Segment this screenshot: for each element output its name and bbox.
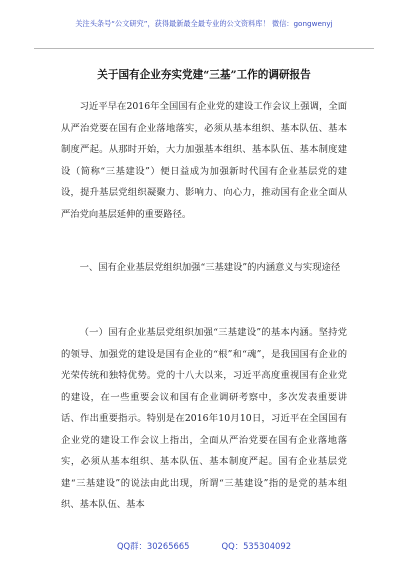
paragraph-basic-meaning bbox=[61, 322, 347, 516]
document-title: 关于国有企业夯实党建“三基”工作的调研报告 bbox=[97, 69, 311, 81]
header-divider bbox=[34, 48, 374, 49]
qq-number: QQ：535304092 bbox=[221, 541, 292, 551]
footer-contact bbox=[0, 540, 408, 552]
section-heading bbox=[61, 257, 347, 279]
qq-group-number: QQ群：30265665 bbox=[116, 541, 190, 551]
section-heading-text: 一、国有企业基层党组织加强“三基建设”的内涵意义与实现途径 bbox=[79, 262, 341, 273]
paragraph-text: （一）国有企业基层党组织加强“三基建设”的基本内涵。坚持党的领导、加强党的建设是国有企业的“根”和“魂”，是我国国有企业的光荣传统和独特优势。党的十八大以来，习近平高度重视国有企业党的建设，在一些重要会议和国有企业调研考察中，多次发表重要讲话、作出重要指示。特别是在2016年10月10日，习近平在全国国有企业党的建设工作会议上指出，全面从严治党要在国有企业落地落实，必须从基本组织、基本队伍、基本制度严起。国有企业基层党建“三基建设”的说法由此出现，所谓“三基建设”指的是党的基本组织、基本队伍、基本 bbox=[61, 327, 347, 510]
header-banner: 关注头条号“公文研究”，获得最新最全最专业的公文资料库！ 微信：gongwenyj bbox=[75, 19, 333, 28]
paragraph-text: 习近平早在2016年全国国有企业党的建设工作会议上强调，全面从严治党要在国有企业落地落实，必须从基本组织、基本队伍、基本制度严起。从那时开始，大力加强基本组织、基本队伍、基本制度建设（简称“三基建设”）便日益成为加强新时代国有企业基层党的建设，提升基层党组织凝聚力、影响力、向心力，推动国有企业全面从严治党向基层延伸的重要路径。 bbox=[61, 101, 347, 220]
paragraph-intro bbox=[61, 96, 347, 225]
